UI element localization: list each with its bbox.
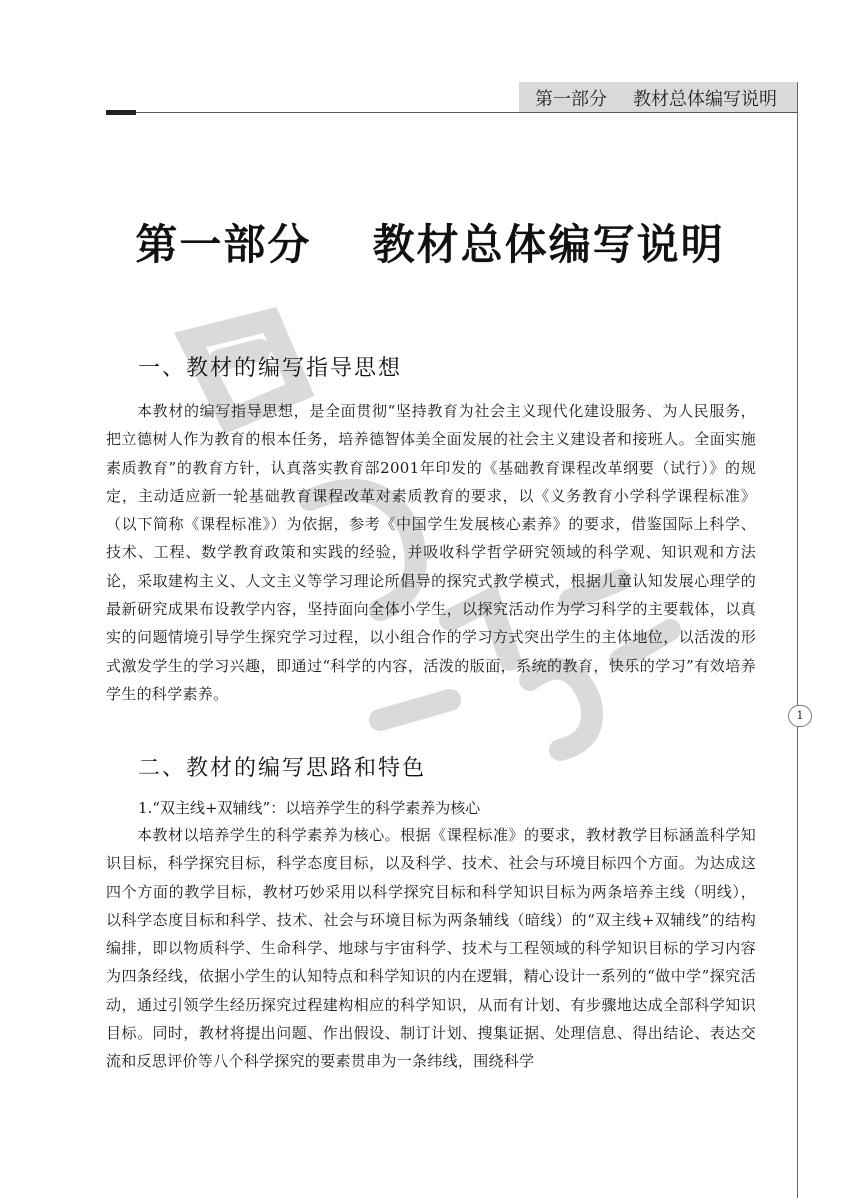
section-heading-2: 二、教材的编写思路和特色 — [138, 756, 427, 781]
header-part: 第一部分 — [535, 88, 607, 110]
page-number: 1 — [788, 705, 812, 727]
section-2-paragraph: 本教材以培养学生的科学素养为核心。根据《课程标准》的要求，教材教学目标涵盖科学知识目标，科学探究目标，科学态度目标，以及科学、技术、社会与环境目标四个方面。为达成这四个方面的教学目标，教材巧妙采用以科学探究目标和科学知识目标为两条培养主线（明线），以科学态度目标和科学、技术、社会与环境目标为两条辅线（暗线）的“双主线+双辅线”的结构编排，即以物质科学、生命科学、地球与宇宙科学、技术与工程领域的科学知识目标的学习内容为四条经线，依据小学生的认知特点和科学知识的内在逻辑，精心设计一系列的“做中学”探究活动，通过引领学生经历探究过程建构相应的科学知识，从而有计划、有步骤地达成全部科学知识目标。同时，教材将提出问题、作出假设、制订计划、搜集证据、处理信息、得出结论、表达交流和反思评价等八个科学探究的要素贯串为一条纬线，围绕科学 — [106, 826, 756, 1071]
section-1-paragraph: 本教材的编写指导思想，是全面贯彻“坚持教育为社会主义现代化建设服务、为人民服务，把立德树人作为教育的根本任务，培养德智体美全面发展的社会主义建设者和接班人。全面实施素质教育”的教育方针，认真落实教育部2001年印发的《基础教育课程改革纲要（试行）》的规定，主动适应新一轮基础教育课程改革对素质教育的要求，以《义务教育小学科学课程标准》（以下简称《课程标准》）为依据，参考《中国学生发展核心素养》的要求，借鉴国际上科学、技术、工程、数学教育政策和实践的经验，并吸收科学哲学研究领域的科学观、知识观和方法论，采取建构主义、人文主义等学习理论所倡导的探究式教学模式，根据儿童认知发展心理学的最新研究成果布设教学内容，坚持面向全体小学生，以探究活动作为学习科学的主要载体，以真实的问题情境引导学生探究学习过程，以小组合作的学习方式突出学生的主体地位，以活泼的形式激发学生的学习兴趣，即通过“科学的内容，活泼的版面，系统的教育，快乐的学习”有效培养学生的科学素养。 — [106, 402, 756, 703]
header-rule — [106, 112, 798, 113]
header-title: 教材总体编写说明 — [633, 88, 777, 110]
header-mark — [106, 110, 136, 115]
section-heading-1: 一、教材的编写指导思想 — [138, 356, 403, 381]
running-header — [519, 82, 797, 113]
page-title: 第一部分 教材总体编写说明 — [135, 220, 725, 269]
subsection-heading: 1.“双主线+双辅线”：以培养学生的科学素养为核心 — [138, 799, 481, 817]
